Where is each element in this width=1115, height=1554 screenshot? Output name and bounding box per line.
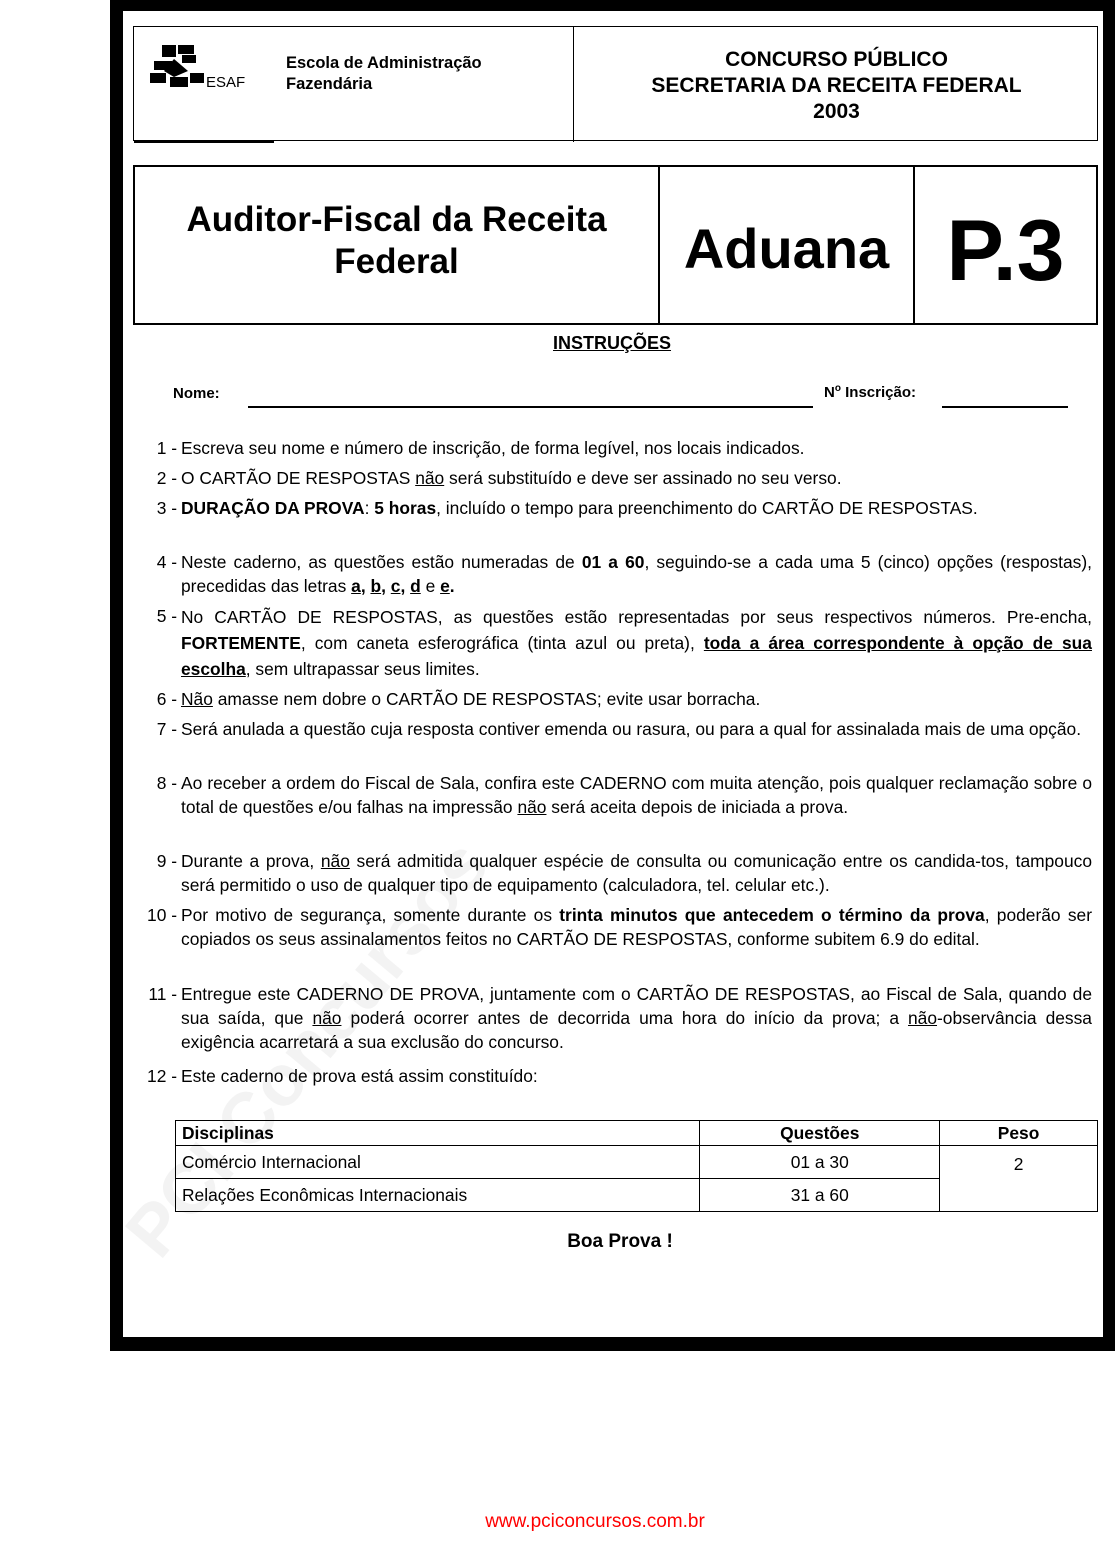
school-name: Escola de Administração Fazendária xyxy=(286,54,482,93)
table-cell-peso: 2 xyxy=(940,1146,1098,1212)
instructions-heading: INSTRUÇÕES xyxy=(553,333,672,353)
footer-url[interactable]: www.pciconcursos.com.br xyxy=(485,1511,705,1532)
table-header: Disciplinas xyxy=(176,1121,700,1146)
table-header: Questões xyxy=(700,1121,940,1146)
exam-code: P.3 xyxy=(946,203,1065,299)
inscricao-label: $N^o$ Inscrição: xyxy=(824,383,916,401)
esaf-logo xyxy=(148,43,258,93)
job-title: Auditor-Fiscal da Receita Federal xyxy=(186,200,607,281)
title-box xyxy=(133,165,1098,325)
header-box xyxy=(133,26,1098,141)
name-field-line[interactable] xyxy=(248,406,813,408)
disciplines-table xyxy=(175,1120,1098,1212)
inscricao-field-line[interactable] xyxy=(942,406,1068,408)
table-cell: Comércio Internacional xyxy=(176,1146,700,1179)
table-cell: 01 a 30 xyxy=(700,1146,940,1179)
table-cell: 31 a 60 xyxy=(700,1179,940,1212)
table-header: Peso xyxy=(940,1121,1098,1146)
table-header-row xyxy=(176,1121,1098,1146)
closing-text: Boa Prova ! xyxy=(567,1231,673,1252)
table-row xyxy=(176,1146,1098,1179)
name-label: Nome: xyxy=(173,385,220,402)
table-cell: Relações Econômicas Internacionais xyxy=(176,1179,700,1212)
svg-text:ESAF: ESAF xyxy=(206,74,246,91)
contest-title: CONCURSO PÚBLICO SECRETARIA DA RECEITA FEDERAL 2003 xyxy=(651,48,1022,123)
area-title: Aduana xyxy=(683,217,890,280)
